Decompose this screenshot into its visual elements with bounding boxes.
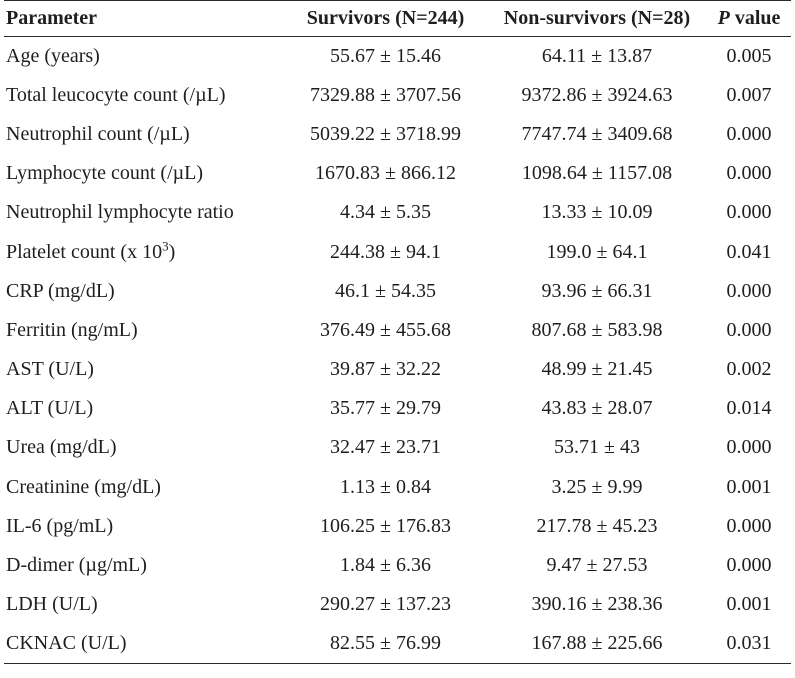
cell-non-survivors: 43.83 ± 28.07	[541, 397, 653, 420]
table-body	[4, 37, 791, 664]
header-survivors: Survivors (N=244)	[306, 7, 465, 29]
cell-parameter	[4, 232, 284, 271]
cell-parameter: CRP (mg/dL)	[6, 279, 115, 302]
cell-survivors: 1670.83 ± 866.12	[315, 162, 456, 185]
cell-survivors: 7329.88 ± 3707.56	[310, 83, 461, 106]
cell-survivors: 106.25 ± 176.83	[320, 514, 451, 537]
cell-parameter: Total leucocyte count (/µL)	[6, 83, 226, 106]
cell-parameter: IL-6 (pg/mL)	[6, 514, 114, 537]
header-parameter: Parameter	[6, 7, 98, 29]
cell-parameter: AST (U/L)	[6, 358, 94, 381]
cell-parameter-tail: )	[168, 240, 176, 263]
cell-survivors: 290.27 ± 137.23	[320, 593, 451, 616]
cell-survivors: 244.38 ± 94.1	[330, 240, 441, 263]
cell-non-survivors: 9372.86 ± 3924.63	[521, 83, 673, 106]
table-row	[4, 507, 791, 546]
cell-non-survivors: 9.47 ± 27.53	[546, 554, 648, 577]
cell-non-survivors: 48.99 ± 21.45	[541, 358, 653, 381]
table-row	[4, 115, 791, 154]
cell-p-value: 0.000	[726, 436, 772, 459]
cell-parameter: CKNAC (U/L)	[6, 632, 127, 655]
table-row	[4, 389, 791, 428]
table-row	[4, 585, 791, 624]
table-row	[4, 37, 791, 76]
cell-p-value: 0.000	[726, 162, 772, 185]
cell-parameter: Ferritin (ng/mL)	[6, 318, 138, 341]
cell-p-value: 0.041	[726, 240, 772, 263]
cell-parameter-superscript: 3	[162, 237, 169, 253]
cell-p-value: 0.001	[726, 593, 772, 616]
cell-parameter: ALT (U/L)	[6, 397, 94, 420]
cell-non-survivors: 199.0 ± 64.1	[546, 240, 648, 263]
cell-parameter: Neutrophil lymphocyte ratio	[6, 201, 234, 224]
cell-survivors: 35.77 ± 29.79	[330, 397, 441, 420]
table-header	[4, 1, 791, 37]
parameter-comparison-table	[4, 0, 791, 664]
cell-non-survivors: 53.71 ± 43	[554, 436, 640, 459]
cell-survivors: 82.55 ± 76.99	[330, 632, 441, 655]
cell-parameter-text: Platelet count (x 10	[6, 240, 163, 263]
cell-p-value: 0.007	[726, 83, 772, 106]
cell-parameter: Urea (mg/dL)	[6, 436, 117, 459]
cell-non-survivors: 167.88 ± 225.66	[531, 632, 663, 655]
cell-p-value: 0.000	[726, 514, 772, 537]
header-non-survivors: Non-survivors (N=28)	[503, 7, 691, 29]
table-row	[4, 272, 791, 311]
table-row	[4, 350, 791, 389]
cell-survivors: 46.1 ± 54.35	[335, 279, 436, 302]
cell-non-survivors: 217.78 ± 45.23	[536, 514, 658, 537]
header-p-rest: value	[729, 7, 781, 29]
cell-p-value: 0.014	[726, 397, 772, 420]
table-row	[4, 76, 791, 115]
cell-survivors: 55.67 ± 15.46	[330, 44, 441, 67]
table-row	[4, 428, 791, 467]
cell-parameter: Age (years)	[6, 44, 100, 67]
table-row	[4, 311, 791, 350]
cell-p-value: 0.000	[726, 122, 772, 145]
cell-survivors: 1.13 ± 0.84	[340, 475, 431, 498]
table-row	[4, 468, 791, 507]
cell-non-survivors: 807.68 ± 583.98	[531, 318, 663, 341]
cell-survivors: 39.87 ± 32.22	[330, 358, 441, 381]
cell-parameter: Lymphocyte count (/µL)	[6, 162, 204, 185]
cell-parameter: LDH (U/L)	[6, 593, 98, 616]
cell-survivors: 4.34 ± 5.35	[340, 201, 431, 224]
table-row	[4, 232, 791, 271]
cell-non-survivors: 3.25 ± 9.99	[551, 475, 643, 498]
cell-p-value: 0.000	[726, 201, 772, 224]
cell-p-value: 0.002	[726, 358, 772, 381]
cell-p-value: 0.000	[726, 554, 772, 577]
cell-non-survivors: 64.11 ± 13.87	[541, 44, 653, 67]
cell-non-survivors: 13.33 ± 10.09	[541, 201, 653, 224]
cell-non-survivors: 390.16 ± 238.36	[531, 593, 663, 616]
cell-survivors: 5039.22 ± 3718.99	[310, 122, 461, 145]
header-p-letter: P	[717, 7, 730, 29]
header-row	[4, 1, 791, 37]
cell-non-survivors: 7747.74 ± 3409.68	[521, 122, 673, 145]
cell-non-survivors: 93.96 ± 66.31	[541, 279, 653, 302]
cell-parameter: D-dimer (µg/mL)	[6, 554, 147, 577]
cell-parameter: Neutrophil count (/µL)	[6, 122, 190, 145]
table-row	[4, 624, 791, 663]
cell-survivors: 376.49 ± 455.68	[320, 318, 451, 341]
header-p-value	[707, 1, 791, 37]
cell-p-value: 0.001	[726, 475, 772, 498]
table-row	[4, 546, 791, 585]
table-row	[4, 193, 791, 232]
cell-survivors: 1.84 ± 6.36	[340, 554, 431, 577]
cell-non-survivors: 1098.64 ± 1157.08	[521, 162, 673, 185]
cell-p-value: 0.031	[726, 632, 772, 655]
cell-p-value: 0.005	[726, 44, 772, 67]
cell-survivors: 32.47 ± 23.71	[330, 436, 441, 459]
cell-parameter: Creatinine (mg/dL)	[6, 475, 161, 498]
table-row	[4, 154, 791, 193]
cell-p-value: 0.000	[726, 318, 772, 341]
cell-p-value: 0.000	[726, 279, 772, 302]
